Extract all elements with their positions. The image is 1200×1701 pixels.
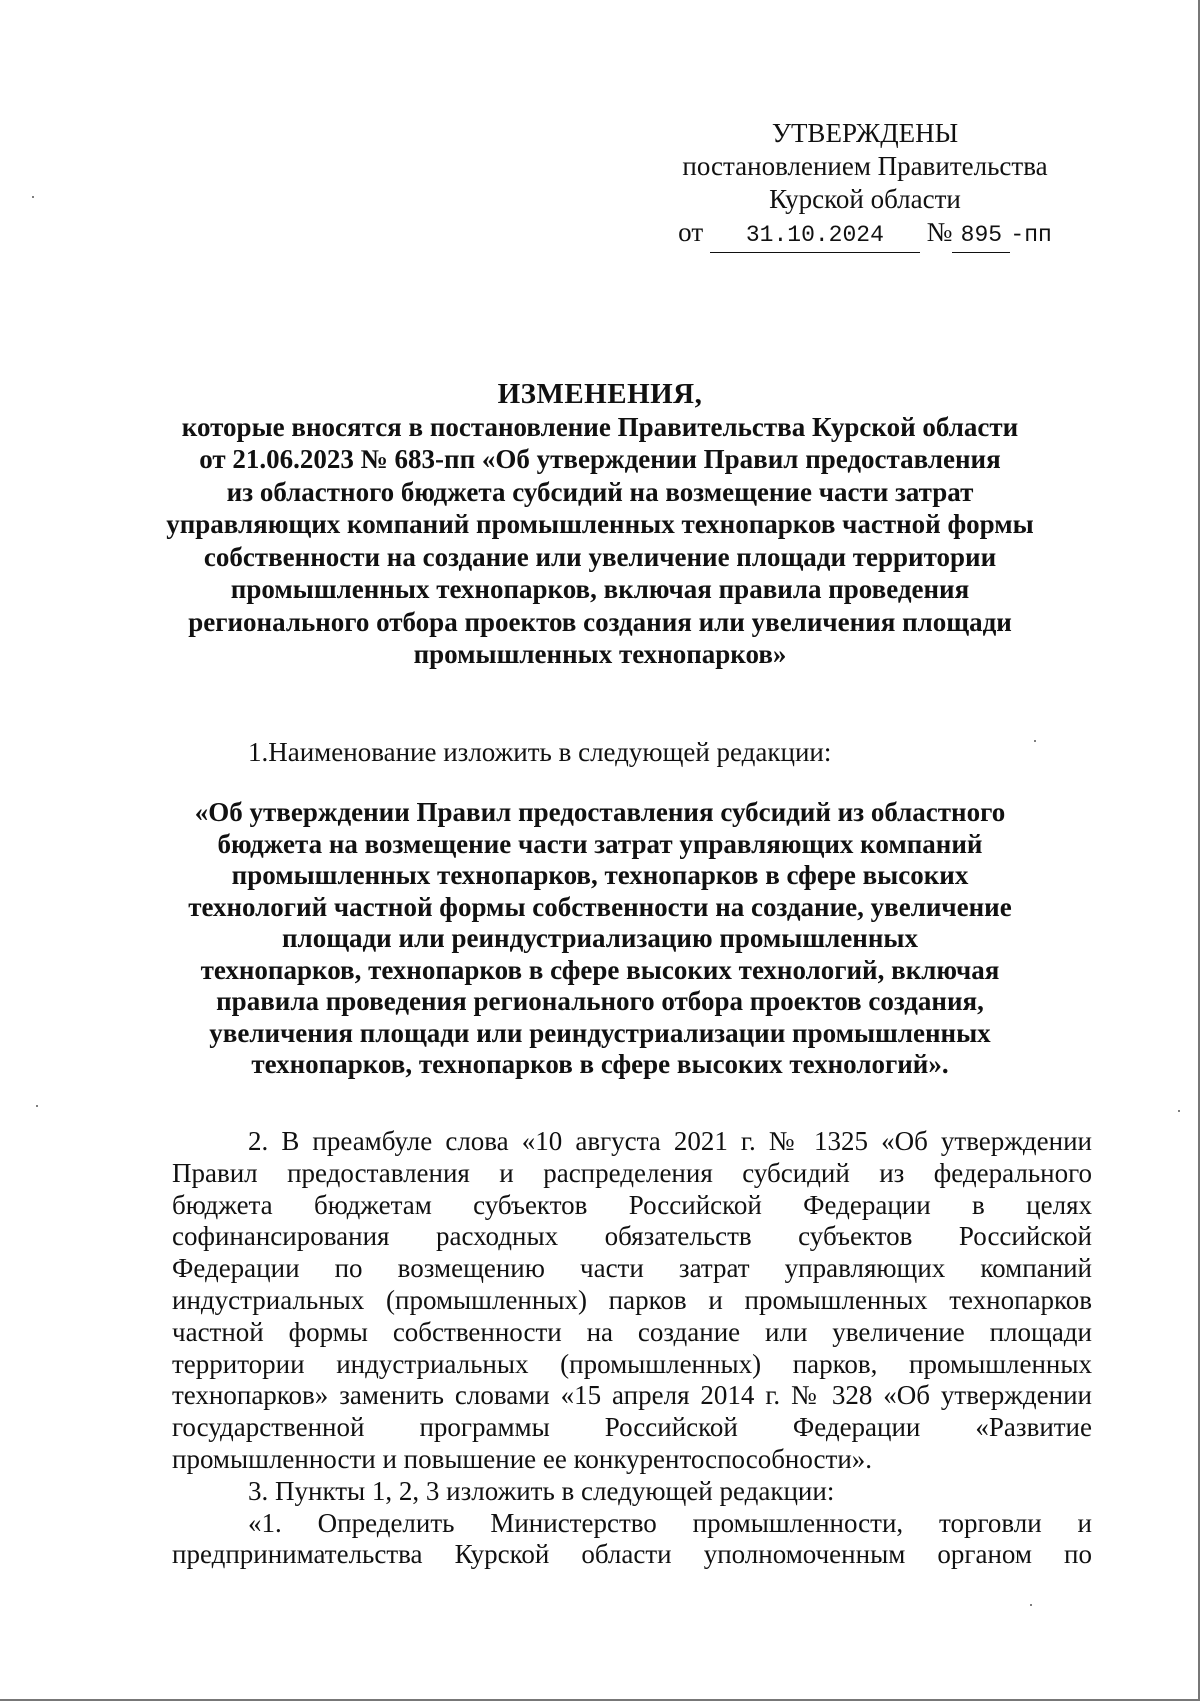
quote-line: бюджета на возмещение части затрат управляющих компаний (217, 828, 983, 859)
date-field: 31.10.2024 (710, 219, 920, 253)
quote-line: увеличения площади или реиндустриализации промышленных (209, 1017, 991, 1048)
changes-title: ИЗМЕНЕНИЯ, (497, 378, 703, 410)
item-2-line: бюджета бюджетам субъектов Российской Федерации в целях (172, 1189, 1092, 1220)
title-line: собственности на создание или увеличение площади территории (203, 541, 997, 572)
item-2-line: 2. В преамбуле слова «10 августа 2021 г. № 1325 «Об утверждении (248, 1126, 1092, 1156)
approval-line-2: Курской области (769, 184, 961, 214)
number-suffix: -пп (1010, 222, 1052, 248)
approval-heading: УТВЕРЖДЕНЫ (771, 118, 959, 148)
item-1-text: 1.Наименование изложить в следующей редакции: (248, 737, 832, 767)
quote-line: технологий частной формы собственности на создание, увеличение (188, 891, 1012, 922)
item-2-line: индустриальных (промышленных) парков и промышленных технопарков (172, 1284, 1092, 1315)
scan-speck (1030, 1604, 1032, 1606)
new-name-quote (150, 797, 1050, 1081)
item-3-text: 3. Пункты 1, 2, 3 изложить в следующей редакции: (248, 1475, 835, 1506)
item-2-line: территории индустриальных (промышленных) парков, промышленных (172, 1348, 1092, 1379)
date-prefix: от (678, 217, 704, 247)
item-2-line: государственной программы Российской Федерации «Развитие (172, 1412, 1092, 1443)
item-2-line: Правил предоставления и распределения субсидий из федерального (172, 1157, 1092, 1188)
quote-line: технопарков, технопарков в сфере высоких технологий». (251, 1049, 949, 1079)
quote-line: «Об утверждении Правил предоставления субсидий из областного (194, 797, 1006, 827)
scan-speck (1034, 740, 1036, 742)
quote-line: площади или реиндустриализацию промышленных (281, 923, 918, 953)
title-line: от 21.06.2023 № 683-пп «Об утверждении Правил предоставления (199, 444, 1001, 474)
approval-block (650, 117, 1080, 253)
scan-speck (36, 1105, 38, 1107)
quote-line: правила проведения регионального отбора проектов создания, (216, 986, 984, 1016)
scan-speck (1178, 1110, 1180, 1112)
number-prefix: № (926, 217, 953, 247)
title-line: управляющих компаний промышленных технопарков частной формы (166, 509, 1034, 539)
item-3-1-line: предпринимательства Курской области уполномоченным органом по (172, 1539, 1092, 1570)
item-3-1-line: «1. Определить Министерство промышленности, торговли и (248, 1507, 1092, 1538)
item-2-line: технопарков» заменить словами «15 апреля 2014 г. № 328 «Об утверждении (172, 1380, 1092, 1411)
body-text (172, 1126, 1092, 1571)
title-line: которые вносятся в постановление Правительства Курской области (181, 411, 1019, 442)
scan-speck (32, 196, 34, 198)
item-2-line: софинансирования расходных обязательств субъектов Российской (172, 1221, 1092, 1252)
item-2-line: промышленности и повышение ее конкурентоспособности». (172, 1443, 873, 1474)
approval-line-1: постановлением Правительства (682, 151, 1048, 181)
quote-line: промышленных технопарков, технопарков в сфере высоких (231, 860, 969, 890)
item-2-line: частной формы собственности на создание или увеличение площади (172, 1316, 1092, 1347)
title-line: промышленных технопарков» (413, 639, 787, 669)
approval-date-number-line (650, 216, 1080, 253)
title-line: из областного бюджета субсидий на возмещение части затрат (226, 476, 974, 507)
quote-line: технопарков, технопарков в сфере высоких технологий, включая (200, 954, 1000, 985)
changes-title-block (150, 378, 1050, 671)
item-2-line: Федерации по возмещению части затрат управляющих компаний (172, 1253, 1092, 1284)
title-line: регионального отбора проектов создания или увеличения площади (188, 606, 1012, 637)
title-line: промышленных технопарков, включая правила проведения (230, 574, 970, 604)
number-field: 895 (952, 219, 1010, 253)
